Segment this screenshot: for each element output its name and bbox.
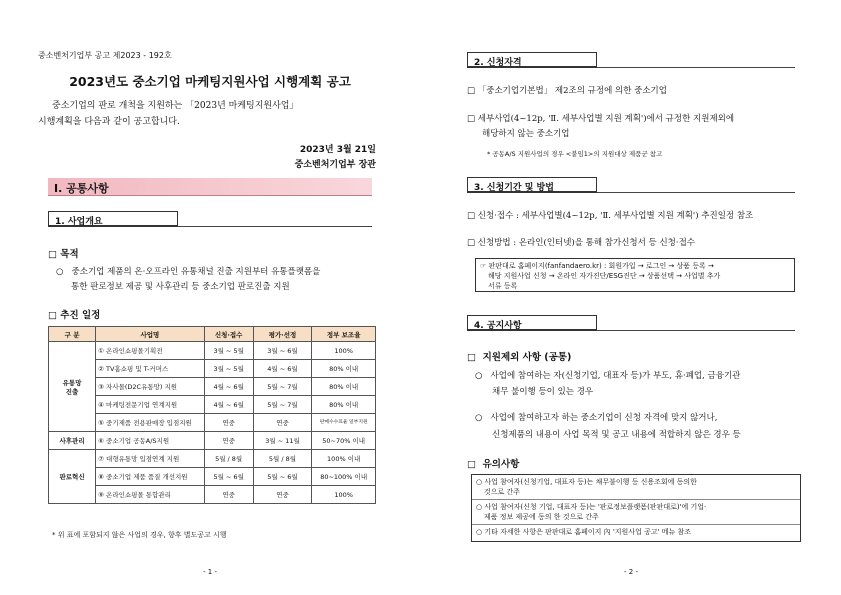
- table-row: [49, 414, 376, 432]
- eval-period: 3월 ~ 6월: [253, 342, 312, 360]
- program-name: ⑧ 중소기업 제품 품질 개선지원: [96, 468, 204, 486]
- intro-line-2: 시행계획을 다음과 같이 공고합니다.: [38, 117, 180, 127]
- program-name: ③ 자사몰(D2C유통망) 지원: [96, 378, 204, 396]
- col-header-apply: 신청·접수: [204, 327, 253, 342]
- subsidy-rate: 50~70% 이내: [312, 432, 376, 450]
- table-row: [49, 468, 376, 486]
- exclusion-heading: □ 지원제외 사항 (공통): [467, 352, 572, 363]
- table-row: [49, 378, 376, 396]
- tab-notices: 4. 공지사항: [467, 315, 597, 331]
- page-2: [421, 0, 841, 595]
- checkbox-icon: □: [467, 114, 476, 124]
- application-steps-line: 서류 등록: [488, 282, 518, 290]
- application-item-1: □ 신청·접수 : 세부사업별(4~12p, 'Ⅱ. 세부사업별 지원 계획') 추진일정 참조: [467, 211, 754, 221]
- apply-period: 4월 ~ 6월: [204, 396, 253, 414]
- purpose-text-2: 통한 판로정보 제공 및 사후관리 등 중소기업 판로진출 지원: [71, 282, 290, 292]
- program-name: ⑦ 대형유통망 입점연계 지원: [96, 450, 204, 468]
- subsidy-rate: 80% 이내: [312, 360, 376, 378]
- col-header-evaluate: 평가·선정: [253, 327, 312, 342]
- checkbox-icon: □: [48, 249, 57, 260]
- schedule-table: [48, 326, 376, 504]
- group-aftercare: 사후관리: [49, 432, 96, 450]
- document-number: 중소벤처기업부 공고 제2023 - 192호: [38, 51, 172, 60]
- table-footnote: * 위 표에 포함되지 않은 사업의 경우, 향후 별도공고 시행: [52, 531, 227, 539]
- caution-heading: □ 유의사항: [467, 459, 520, 470]
- subsidy-rate: 80% 이내: [312, 396, 376, 414]
- eligibility-item-1: □ 「중소기업기본법」 제2조의 규정에 의한 중소기업: [467, 86, 667, 96]
- application-steps-line: ☞ 판판대로 홈페이지(fanfandaero.kr) : 회원가입 → 로그인 → 상품 등록 →: [480, 262, 714, 270]
- eval-period: 연중: [253, 486, 312, 504]
- table-row: [49, 432, 376, 450]
- caution-item: ○ 기타 자세한 사항은 판판대로 홈페이지 內 '지원사업 공고' 메뉴 참조: [476, 528, 692, 536]
- table-row: [49, 342, 376, 360]
- circle-bullet-icon: ○: [475, 371, 483, 381]
- table-row: [49, 450, 376, 468]
- circle-bullet-icon: ○: [475, 413, 483, 423]
- tab-eligibility: 2. 신청자격: [467, 52, 597, 68]
- exclusion-item-2: ○ 사업에 참여하고자 하는 중소기업이 신청 자격에 맞지 않거나,: [475, 413, 718, 423]
- tab-application: 3. 신청기간 및 방법: [467, 177, 597, 193]
- eligibility-item-2-cont: 해당하지 않는 중소기업: [482, 129, 570, 139]
- program-name: ④ 마케팅전문기업 연계지원: [96, 396, 204, 414]
- eval-period: 5월 ~ 7월: [253, 396, 312, 414]
- apply-period: 연중: [204, 414, 253, 432]
- table-row: [49, 486, 376, 504]
- caution-box: [471, 474, 801, 542]
- subsidy-rate: 판매수수료율 일부지원: [312, 414, 376, 432]
- checkbox-icon: □: [467, 459, 476, 470]
- exclusion-item-2-cont: 신청제품의 내용이 사업 목적 및 공고 내용에 적합하지 않은 경우 등: [492, 430, 741, 440]
- checkbox-icon: □: [467, 211, 476, 221]
- caution-item: ○ 사업 참여자(신청 기업, 대표자 등)는 '판로정보플랫폼(판판대로)'에 기업· 제품 정보 제공에 동의 한 것으로 간주: [472, 500, 800, 525]
- caution-item: ○ 사업 참여자(신청기업, 대표자 등)는 채무불이행 등 신용조회에 동의한 것으로 간주: [472, 475, 800, 500]
- apply-period: 3월 ~ 5월: [204, 342, 253, 360]
- subsidy-rate: 80% 이내: [312, 378, 376, 396]
- schedule-heading: □ 추진 일정: [48, 310, 101, 321]
- eval-period: 5월 / 8월: [253, 450, 312, 468]
- purpose-heading: □ 목적: [48, 249, 79, 260]
- eval-period: 5월 ~ 6월: [253, 468, 312, 486]
- subsidy-rate: 100% 이내: [312, 450, 376, 468]
- eval-period: 연중: [253, 414, 312, 432]
- purpose-text-1: ○ 중소기업 제품의 온·오프라인 유통채널 진출 지원부터 유통플랫폼을: [56, 267, 321, 277]
- col-header-subsidy: 정부 보조율: [312, 327, 376, 342]
- checkbox-icon: □: [48, 310, 57, 321]
- intro-line-1: 중소기업의 판로 개척을 지원하는 「2023년 마케팅지원사업」: [52, 101, 299, 111]
- program-name: ② TV홈쇼핑 및 T-커머스: [96, 360, 204, 378]
- apply-period: 5월 ~ 6월: [204, 468, 253, 486]
- col-header-category: 구 분: [49, 327, 96, 342]
- eligibility-item-2: □ 세부사업(4~12p, 'Ⅱ. 세부사업별 지원 계획')에서 규정한 지원제외에: [467, 114, 735, 124]
- group-distribution: 유통망 진출: [49, 342, 96, 432]
- subsidy-rate: 100%: [312, 342, 376, 360]
- exclusion-item-1-cont: 채무 불이행 등이 있는 경우: [492, 387, 594, 397]
- application-steps-box: [475, 258, 795, 292]
- issuer-name: 중소벤처기업부 장관: [294, 160, 376, 170]
- table-row: [49, 360, 376, 378]
- page-number: - 2 -: [624, 568, 638, 576]
- subsidy-rate: 100%: [312, 486, 376, 504]
- checkbox-icon: □: [467, 352, 476, 363]
- col-header-program: 사업명: [96, 327, 204, 342]
- eval-period: 5월 ~ 7월: [253, 378, 312, 396]
- program-name: ⑥ 중소기업 공동A/S지원: [96, 432, 204, 450]
- program-name: ⑨ 온라인쇼핑몰 통합관리: [96, 486, 204, 504]
- group-innovation: 판로혁신: [49, 450, 96, 504]
- application-item-2: □ 신청방법 : 온라인(인터넷)을 통해 참가신청서 등 신청·접수: [467, 238, 695, 248]
- program-name: ⑤ 중기제품 전용판매장 입점지원: [96, 414, 204, 432]
- checkbox-icon: □: [467, 86, 476, 96]
- checkbox-icon: □: [467, 238, 476, 248]
- page-1: [0, 0, 420, 595]
- page-title: 2023년도 중소기업 마케팅지원사업 시행계획 공고: [69, 74, 351, 89]
- apply-period: 4월 ~ 6월: [204, 378, 253, 396]
- page-number: - 1 -: [203, 568, 217, 576]
- tab-business-overview: 1. 사업개요: [48, 211, 178, 227]
- apply-period: 연중: [204, 486, 253, 504]
- eval-period: 3월 ~ 11월: [253, 432, 312, 450]
- apply-period: 5월 / 8월: [204, 450, 253, 468]
- application-steps-line: 해당 지원사업 신청 → 온라인 자가진단/ESG진단 → 상품선택 → 사업별 추가: [488, 272, 721, 280]
- exclusion-item-1: ○ 사업에 참여하는 자(신청기업, 대표자 등)가 부도, 휴·폐업, 금융기관: [475, 371, 741, 381]
- circle-bullet-icon: ○: [56, 267, 64, 277]
- eval-period: 4월 ~ 6월: [253, 360, 312, 378]
- section-common-bar: Ⅰ. 공통사항: [48, 178, 372, 196]
- apply-period: 연중: [204, 432, 253, 450]
- subsidy-rate: 80~100% 이내: [312, 468, 376, 486]
- table-header-row: [49, 327, 376, 342]
- apply-period: 3월 ~ 5월: [204, 360, 253, 378]
- table-row: [49, 396, 376, 414]
- announcement-date: 2023년 3월 21일: [299, 145, 376, 155]
- program-name: ① 온라인쇼핑몰기획전: [96, 342, 204, 360]
- eligibility-note: * 공동A/S 지원사업의 경우 <붙임1>의 지원대상 제품군 참고: [487, 150, 663, 158]
